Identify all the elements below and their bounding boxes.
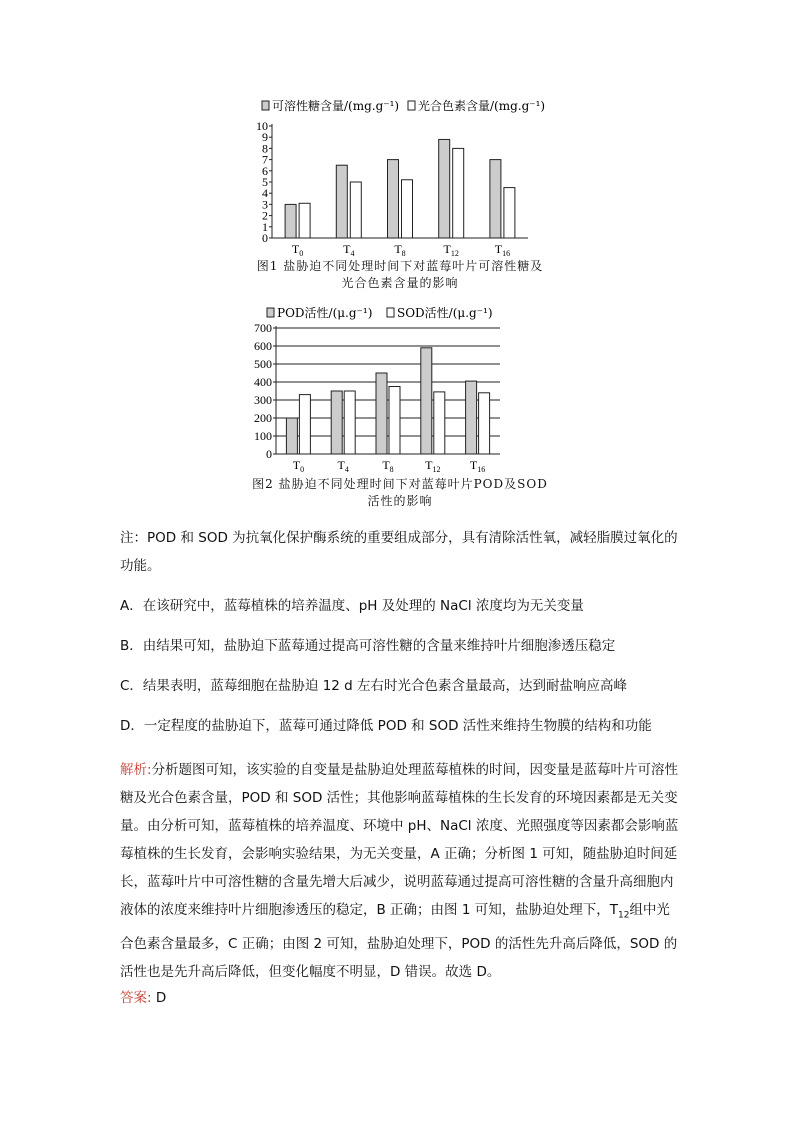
bar-series-1	[331, 391, 342, 454]
analysis-label: 解析:	[120, 762, 152, 778]
x-tick-label: $T_0$	[292, 458, 305, 474]
x-tick-label: $T_0$	[291, 242, 304, 258]
figure-2-caption-line-1: 图2 盐胁迫不同处理时间下对蓝莓叶片POD及SOD	[252, 477, 548, 491]
bar-series-2	[479, 393, 490, 454]
option-b: B．由结果可知，盐胁迫下蓝莓通过提高可溶性糖的含量来维持叶片细胞渗透压稳定	[120, 638, 616, 654]
y-tick-label: 300	[254, 393, 272, 407]
figure-1-caption-line-1: 图1 盐胁迫不同处理时间下对蓝莓叶片可溶性糖及	[256, 259, 544, 273]
x-tick-label: $T_{12}$	[443, 242, 459, 258]
y-tick-label: 8	[262, 141, 268, 156]
y-tick-label: 7	[262, 152, 268, 167]
bar-series-2	[299, 395, 310, 454]
note-text: 注：POD 和 SOD 为抗氧化保护酶系统的重要组成部分，具有清除活性氧，减轻脂膜过氧化的功能。	[120, 530, 678, 574]
figure-2-caption-line-2: 活性的影响	[367, 494, 433, 508]
x-tick-label: $T_{12}$	[425, 458, 441, 474]
y-tick-label: 600	[254, 339, 272, 353]
analysis-subscript: 12	[617, 910, 630, 921]
y-tick-label: 4	[262, 186, 268, 201]
bar-series-2	[389, 387, 400, 455]
analysis-body-2: 组中光合色素含量最多，C 正确；由图 2 可知，盐胁迫处理下，POD 的活性先升高后降低，SOD 的活性也是先升高后降低，但变化幅度不明显，D 错误。故选 D。	[120, 902, 678, 980]
y-tick-label: 700	[254, 321, 272, 335]
option-d: D．一定程度的盐胁迫下，蓝莓可通过降低 POD 和 SOD 活性来维持生物膜的结构和功能	[120, 718, 652, 734]
y-tick-label: 400	[254, 375, 272, 389]
x-tick-label: $T_8$	[394, 242, 406, 258]
bar-series-1	[421, 348, 432, 454]
legend-sod: SOD活性/(μ.g⁻¹)	[397, 306, 493, 320]
x-tick-label: $T_{16}$	[469, 458, 486, 474]
legend-swatch-sod	[387, 308, 394, 317]
legend-pigment: 光合色素含量/(mg.g⁻¹)	[418, 99, 546, 113]
bar-series-2	[434, 392, 445, 454]
y-tick-label: 6	[262, 163, 268, 178]
y-tick-label: 2	[262, 208, 268, 223]
option-a: A．在该研究中，蓝莓植株的培养温度、pH 及处理的 NaCl 浓度均为无关变量	[120, 598, 584, 614]
bar-series-2	[344, 391, 355, 454]
note-paragraph	[120, 524, 680, 580]
option-c: C．结果表明，蓝莓细胞在盐胁迫 12 d 左右时光合色素含量最高，达到耐盐响应高峰	[120, 678, 628, 694]
y-tick-label: 0	[262, 231, 268, 245]
bar-series-1	[376, 373, 387, 454]
legend-pod: POD活性/(μ.g⁻¹)	[277, 306, 373, 320]
y-tick-label: 9	[262, 130, 268, 145]
y-tick-label: 200	[254, 411, 272, 425]
answer-value: D	[155, 990, 167, 1006]
analysis-text	[120, 756, 680, 986]
x-tick-label: $T_{16}$	[494, 242, 511, 258]
y-tick-label: 1	[262, 219, 268, 234]
bar-series-1	[286, 418, 297, 454]
y-tick-label: 500	[254, 357, 272, 371]
analysis-paragraph	[120, 756, 680, 986]
y-tick-label: 3	[262, 197, 268, 212]
y-tick-label: 10	[256, 119, 268, 133]
y-tick-label: 100	[254, 429, 272, 443]
option-list	[120, 592, 680, 740]
analysis-body-1: 分析题图可知，该实验的自变量是盐胁迫处理蓝莓植株的时间，因变量是蓝莓叶片可溶性糖及光合色素含量，POD 和 SOD 活性；其他影响蓝莓植株的生长发育的环境因素都是无关变量。由分析可知，蓝莓植株的培养温度、环境中 pH、NaCl 浓度、光照强度等因素都会影响蓝莓植株的生长发育，会影响实验结果，为无关变量，A 正确；分析图 1 可知，随盐胁迫时间延长，蓝莓叶片中可溶性糖的含量先增大后减少，说明蓝莓通过提高可溶性糖的含量升高细胞内液体的浓度来维持叶片细胞渗透压的稳定，B 正确；由图 1 可知，盐胁迫处理下，T	[120, 762, 679, 918]
answer-label: 答案:	[120, 990, 152, 1006]
y-tick-label: 0	[266, 447, 272, 461]
bar-series-1	[466, 381, 477, 454]
x-tick-label: $T_8$	[382, 458, 394, 474]
x-tick-label: $T_4$	[343, 242, 355, 258]
figure-1-caption-line-2: 光合色素含量的影响	[341, 276, 459, 290]
y-tick-label: 5	[262, 175, 268, 189]
figure-2-caption	[230, 476, 570, 510]
legend-swatch-pod	[267, 308, 274, 317]
figure-2	[0, 0, 794, 500]
legend-soluble-sugar: 可溶性糖含量/(mg.g⁻¹)	[272, 99, 400, 113]
figure-2-chart	[0, 0, 794, 500]
answer-paragraph	[120, 984, 680, 1012]
x-tick-label: $T_4$	[337, 458, 349, 474]
